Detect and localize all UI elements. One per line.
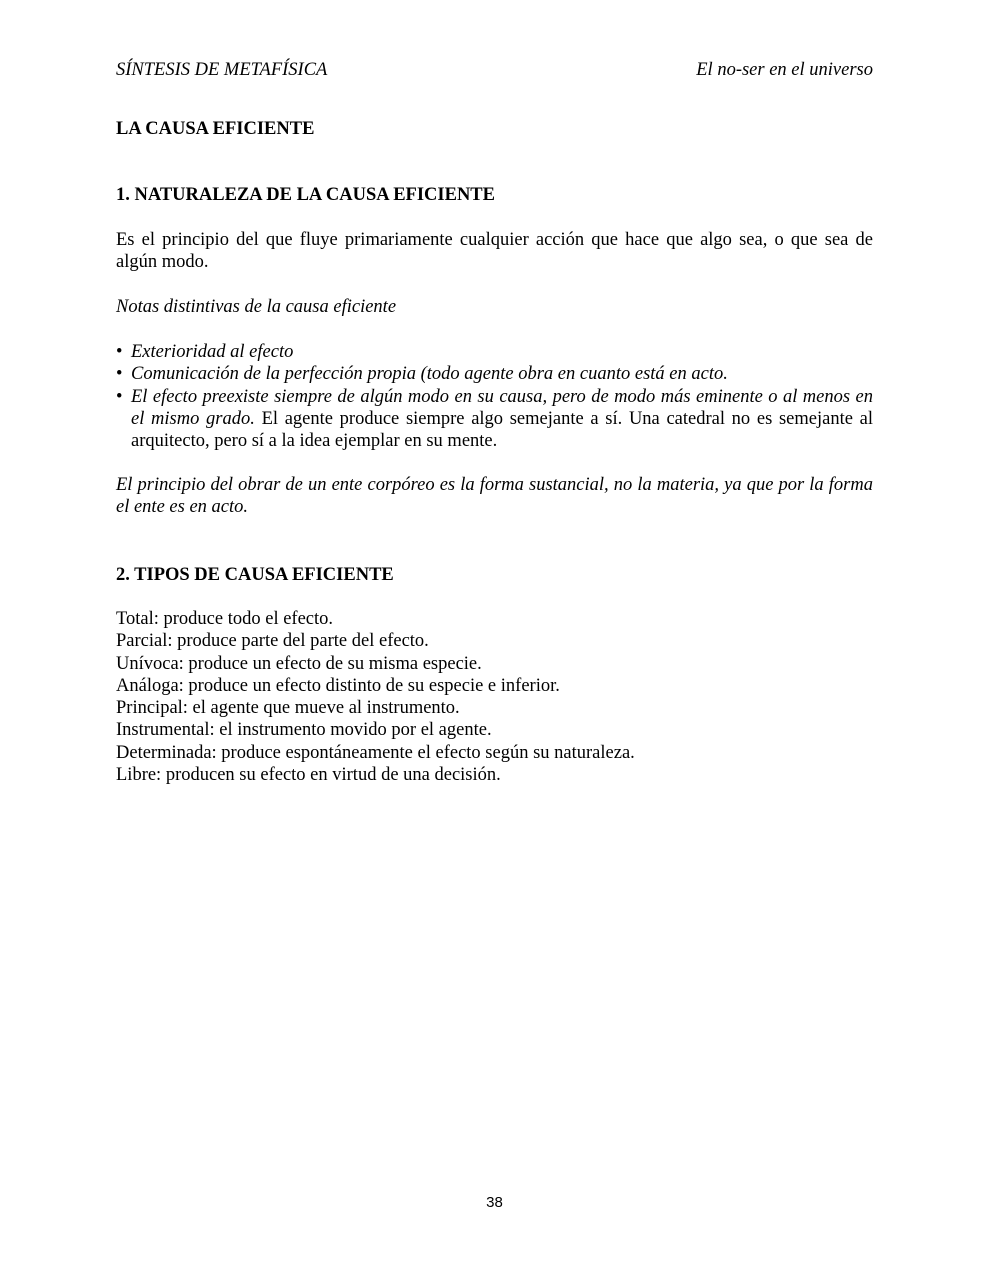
notes-heading: Notas distintivas de la causa eficiente <box>116 297 397 317</box>
bullet-marker: • <box>116 342 123 362</box>
chapter-title: LA CAUSA EFICIENTE <box>116 119 315 139</box>
note-normal-text: El agente produce siempre algo semejante a sí. Una catedral no es semejante al arquitecto, pero sí a la idea ejemplar en su mente. <box>131 408 873 452</box>
type-libre: Libre: producen su efecto en virtud de una decisión. <box>116 765 501 786</box>
list-item <box>116 386 873 453</box>
type-determinada: Determinada: produce espontáneamente el efecto según su naturaleza. <box>116 742 635 763</box>
type-total: Total: produce todo el efecto. <box>116 609 334 629</box>
header-book-title: SÍNTESIS DE METAFÍSICA <box>116 60 328 80</box>
type-instrumental: Instrumental: el instrumento movido por el agente. <box>116 720 492 741</box>
bullet-marker: • <box>116 386 123 407</box>
running-header <box>116 58 873 82</box>
header-chapter-title: El no-ser en el universo <box>696 60 873 80</box>
page-number: 38 <box>486 1194 503 1211</box>
bullet-marker: • <box>116 364 123 385</box>
list-item <box>116 363 873 385</box>
note-italic-text: El efecto preexiste siempre de algún modo en su causa, pero de modo más eminente o al menos en el mismo grado. <box>131 386 873 429</box>
type-parcial: Parcial: produce parte del parte del efecto. <box>116 631 429 652</box>
definition-paragraph: Es el principio del que fluye primariamente cualquier acción que hace que algo sea, o que sea de algún modo. <box>116 230 873 273</box>
list-item <box>116 341 873 363</box>
document-page <box>116 0 873 1280</box>
note-italic-text: Comunicación de la perfección propia (todo agente obra en cuanto está en acto. <box>131 364 728 385</box>
notes-list <box>116 341 873 452</box>
closing-paragraph: El principio del obrar de un ente corpóreo es la forma sustancial, no la materia, ya que por la forma el ente es en acto. <box>116 475 873 518</box>
note-italic-text: Exterioridad al efecto <box>131 342 294 362</box>
type-univoca: Unívoca: produce un efecto de su misma especie. <box>116 653 482 674</box>
section-2-heading: 2. TIPOS DE CAUSA EFICIENTE <box>116 565 394 585</box>
type-principal: Principal: el agente que mueve al instrumento. <box>116 698 460 719</box>
section-1-heading: 1. NATURALEZA DE LA CAUSA EFICIENTE <box>116 185 495 205</box>
types-list <box>116 608 873 786</box>
type-analoga: Análoga: produce un efecto distinto de su especie e inferior. <box>116 675 560 696</box>
